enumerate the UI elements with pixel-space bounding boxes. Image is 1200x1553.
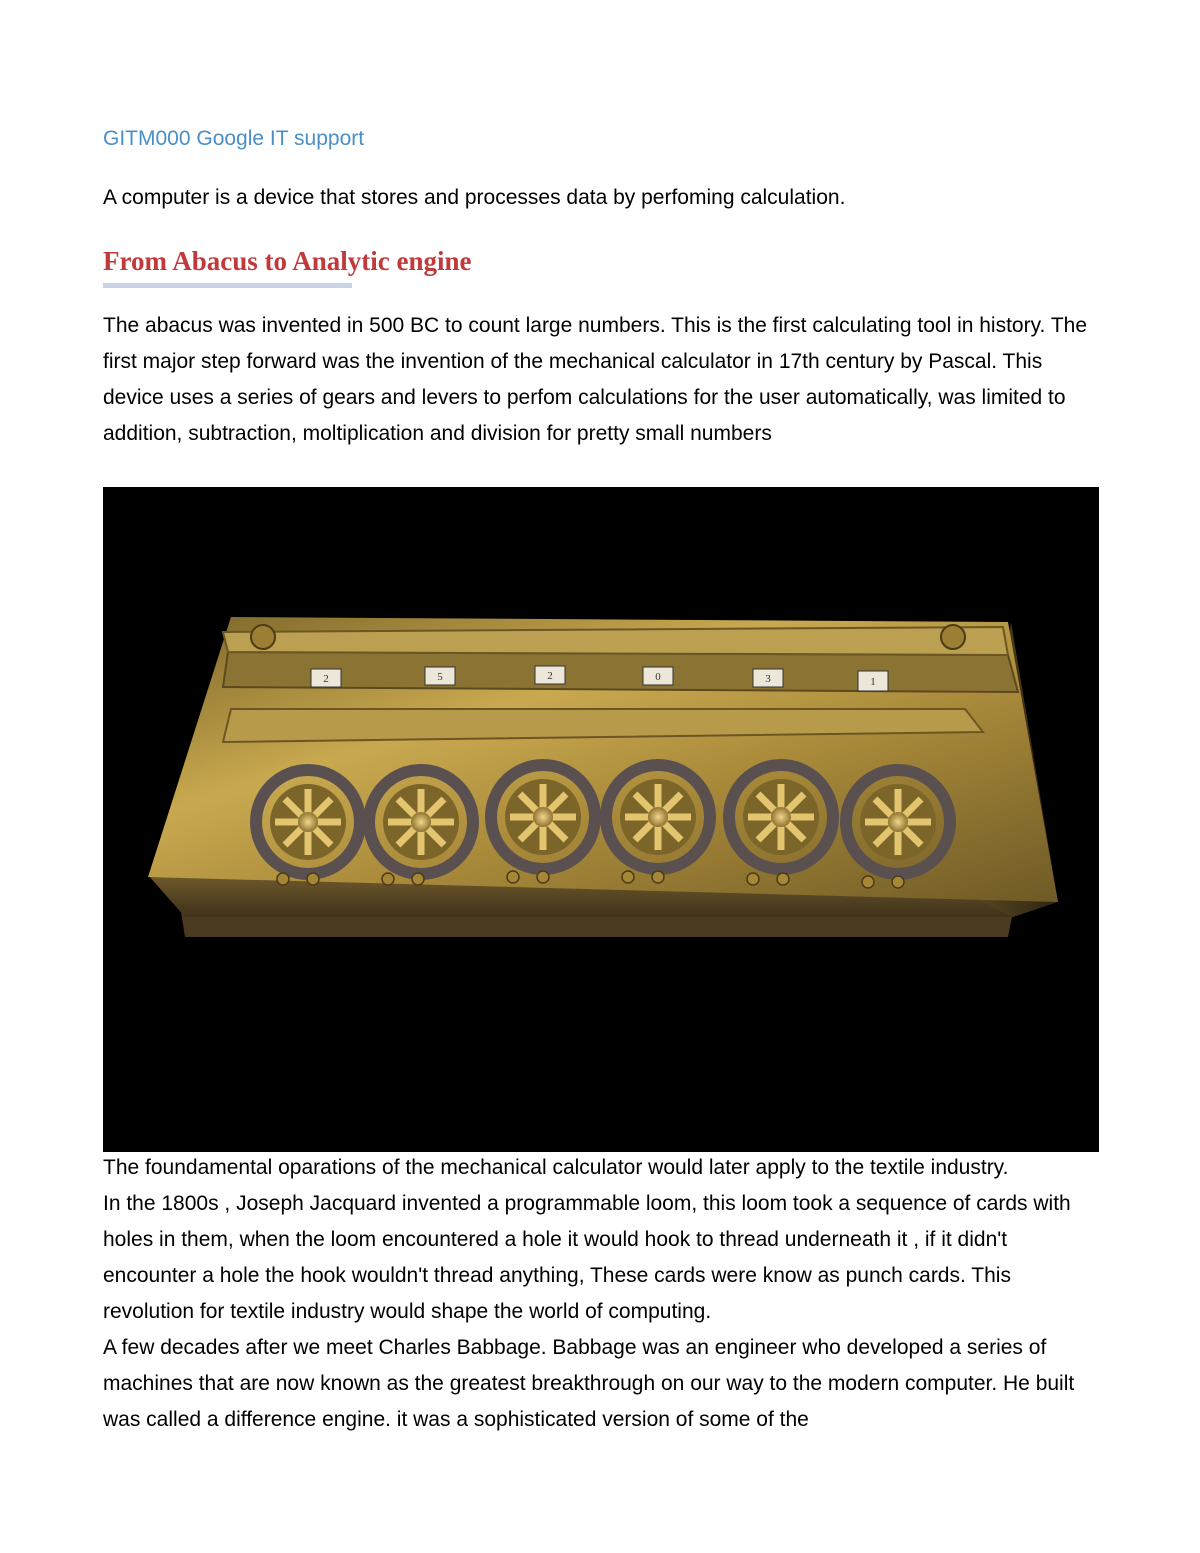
pascaline-illustration — [103, 487, 1099, 1152]
input-wheel — [729, 765, 833, 869]
display-digit: 3 — [765, 673, 771, 685]
input-wheel — [846, 770, 950, 874]
display-digit: 5 — [437, 671, 443, 683]
display-digit: 0 — [655, 671, 661, 683]
display-cover-bar — [223, 627, 1008, 655]
display-strip — [223, 652, 1018, 692]
paragraph-foundamental: The foundamental oparations of the mechanical calculator would later apply to the textile industry. — [103, 1156, 1009, 1179]
paragraph-babbage: A few decades after we meet Charles Babbage. Babbage was an engineer who developed a series of machines that are now known as the greatest breakthrough on our way to the modern computer. He built was called a difference engine. it was a sophisticated version of some of the — [103, 1336, 1075, 1431]
intro-sentence: A computer is a device that stores and processes data by perfoming calculation. — [103, 186, 846, 209]
input-wheel — [256, 770, 360, 874]
pascaline-photo — [103, 487, 1099, 1152]
corner-post — [251, 625, 275, 649]
input-wheel — [491, 765, 595, 869]
display-digit: 1 — [870, 676, 876, 688]
course-title: GITM000 Google IT support — [103, 127, 365, 150]
input-wheel — [369, 770, 473, 874]
paragraph-jacquard: In the 1800s , Joseph Jacquard invented a programmable loom, this loom took a sequence of cards with holes in them, when the loom encountered a hole it would hook to thread underneath it , if it didn't encounter a hole the hook wouldn't thread anything, These cards were know as punch cards. This revolution for textile industry would shape the world of computing. — [103, 1192, 1071, 1323]
text-after-photo — [103, 1150, 1099, 1438]
section-heading: From Abacus to Analytic engine — [103, 246, 472, 276]
paragraph-abacus: The abacus was invented in 500 BC to count large numbers. This is the first calculating tool in history. The first major step forward was the invention of the mechanical calculator in 17th century by Pascal. This device uses a series of gears and levers to perfom calculations for the user automatically, was limited to addition, subtraction, moltiplication and division for pretty small numbers — [103, 314, 1088, 445]
input-wheel — [606, 765, 710, 869]
display-digit: 2 — [547, 670, 553, 682]
display-digit: 2 — [323, 673, 329, 685]
heading-underline — [103, 283, 352, 288]
corner-post — [941, 625, 965, 649]
